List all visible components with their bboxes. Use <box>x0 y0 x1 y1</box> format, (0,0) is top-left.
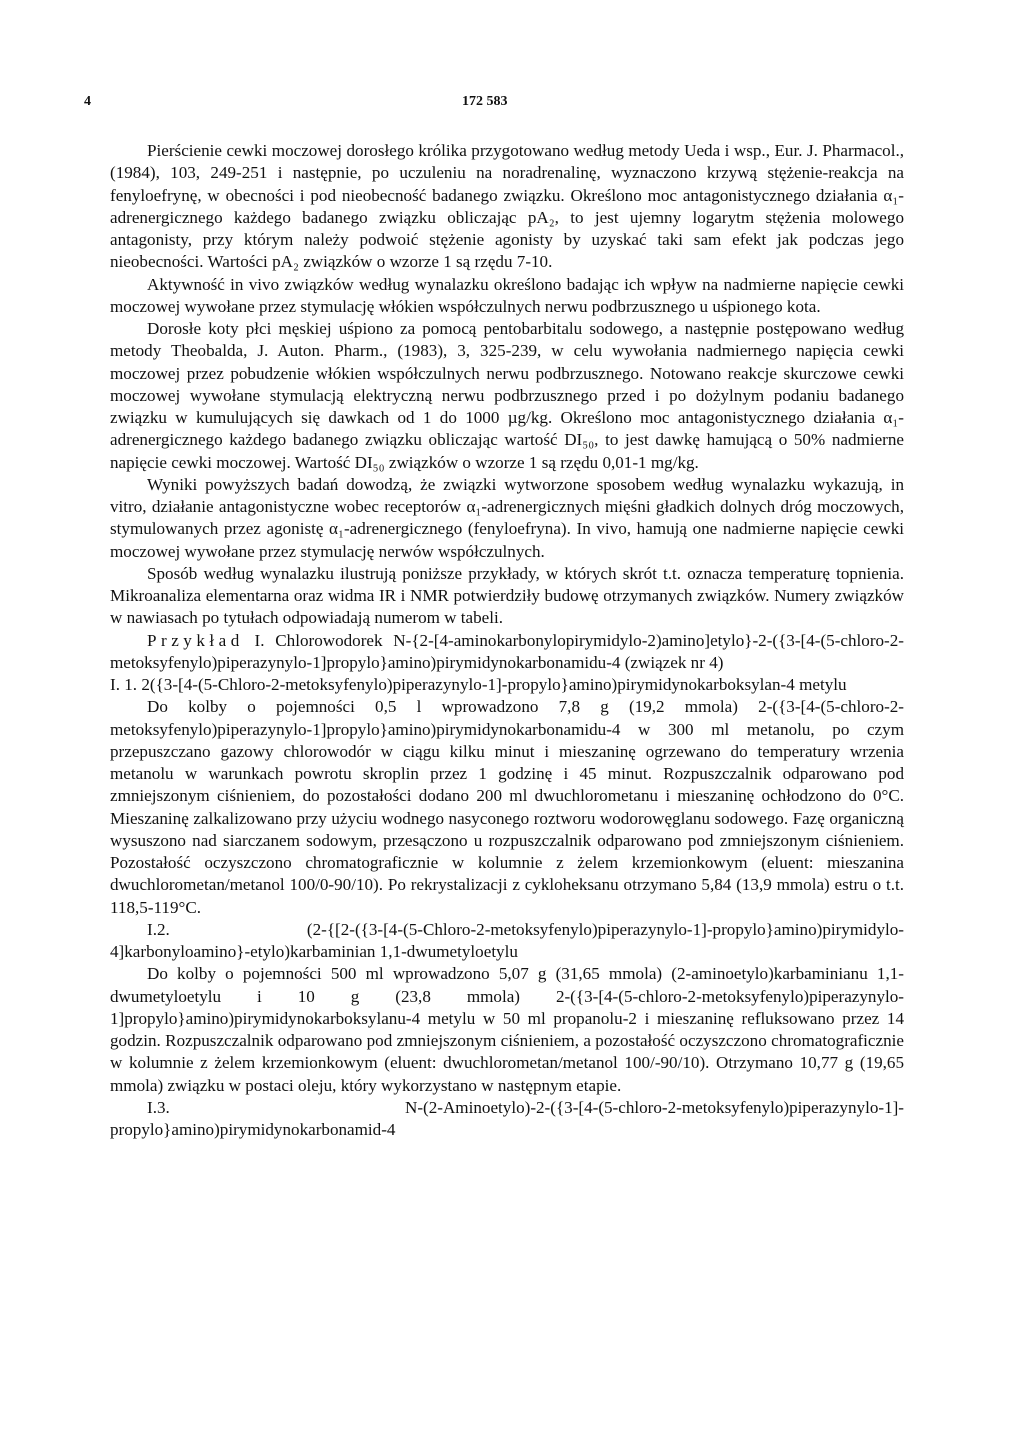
example-label: Przykład <box>147 630 244 650</box>
step-1-body: Do kolby o pojemności 0,5 l wprowadzono 7,8 g (19,2 mmola) 2-({3-[4-(5-chloro-2-metoksyfenylo)piperazynylo-1]propylo}amino)pirymidynokarbonamidu-4 w 300 ml metanolu, po czym przepuszczano gazowy chlorowodór w ciągu kilku minut i mieszaninę ogrzewano do temperatury wrzenia metanolu w warunkach powrotu skroplin przez 1 godzinę i 45 minut. Rozpuszczalnik odparowano pod zmniejszonym ciśnieniem, do pozostałości dodano 200 ml dwuchlorometanu i mieszaninę ochłodzono do 0°C. Mieszaninę zalkalizowano przy użyciu wodnego nasyconego roztworu wodorowęglanu sodowego. Fazę organiczną wysuszono nad siarczanem sodowym, przesączono u rozpuszczalnik odparowano pod zmniejszonym ciśnieniem. Pozostałość oczyszczono chromatograficznie w kolumnie z żelem krzemionkowym (eluent: mieszanina dwuchlorometan/metanol 100/0-90/10). Po rekrystalizacji z cykloheksanu otrzymano 5,84 (13,9 mmola) estru o t.t. 118,5-119°C. <box>110 697 904 917</box>
example-1-title: I. Chlorowodorek N-{2-[4-aminokarbonylopirymidylo-2)amino]etylo}-2-({3-[4-(5-chloro-2-metoksyfenylo)piperazynylo-1]propylo}amino)pirymidynokarbonamidu-4 (związek nr 4) <box>110 630 904 672</box>
page-body <box>110 140 904 1141</box>
page-number: 4 <box>84 94 91 109</box>
paragraph-in-vivo-activity: Aktywność in vivo związków według wynalazku określono badając ich wpływ na nadmierne napięcie cewki moczowej wywołane przez stymulację włókien współczulnych nerwu podbrzusznego u uśpionego kota. <box>110 274 904 316</box>
paragraph-results: Wyniki powyższych badań dowodzą, że związki wytworzone sposobem według wynalazku wykazują, in vitro, działanie antagonistyczne wobec receptorów α₁-adrenergicznych mięśni gładkich dolnych dróg moczowych, stymulowanych przez agonistę α₁-adrenergicznego (fenyloefryna). In vivo, hamują one nadmierne napięcie cewki moczowej wywołane przez stymulację nerwów współczulnych. <box>110 474 904 561</box>
step-1-heading: I. 1. 2({3-[4-(5-Chloro-2-metoksyfenylo)piperazynylo-1]-propylo}amino)pirymidynokarboksylan-4 metylu <box>110 675 847 694</box>
paragraph-urethra-rings: Pierścienie cewki moczowej dorosłego królika przygotowano według metody Ueda i wsp., Eur. J. Pharmacol., (1984), 103, 249-251 i następnie, po uczuleniu na noradrenalinę, wyznaczono krzywą stężenie-reakcja na fenyloefrynę, w obecności i pod nieobecność badanego związku. Określono moc antagonistycznego działania α₁-adrenergicznego każdego badanego związku obliczając pA₂, to jest ujemny logarytm stężenia molowego antagonisty, przy którym należy podwoić stężenie agonisty by uzyskać taki sam efekt jak podczas jego nieobecności. Wartości pA₂ związków o wzorze 1 są rzędu 7-10. <box>110 141 904 272</box>
paragraph-examples-intro: Sposób według wynalazku ilustrują poniższe przykłady, w których skrót t.t. oznacza temperaturę topnienia. Mikroanaliza elementarna oraz widma IR i NMR potwierdziły budowę otrzymanych związków. Numery związków w nawiasach po tytułach odpowiadają numerom w tabeli. <box>110 563 904 628</box>
patent-number: 172 583 <box>462 94 508 109</box>
step-2-heading: I.2. (2-{[2-({3-[4-(5-Chloro-2-metoksyfenylo)piperazynylo-1]-propylo}amino)pirymidylo-4]karbonyloamino}-etylo)karbaminian 1,1-dwumetyloetylu <box>110 919 904 961</box>
page-header <box>84 94 884 118</box>
paragraph-cat-method: Dorosłe koty płci męskiej uśpiono za pomocą pentobarbitalu sodowego, a następnie postępowano według metody Theobalda, J. Auton. Pharm., (1983), 3, 325-239, w celu wywołania nadmiernego napięcia cewki moczowej przez pobudzenie włókien współczulnych nerwu podbrzusznego. Notowano reakcje skurczowe cewki moczowej wywołane stymulacją elektryczną nerwu podbrzusznego przed i po dożylnym podaniu badanego związku w kumulujących się dawkach od 1 do 1000 µg/kg. Określono moc antagonistycznego działania α₁-adrenergicznego każdego badanego związku obliczając wartość DI₅₀, to jest dawkę hamującą o 50% nadmierne napięcie cewki moczowej. Wartość DI₅₀ związków o wzorze 1 są rzędu 0,01-1 mg/kg. <box>110 319 904 472</box>
step-3-heading: I.3. N-(2-Aminoetylo)-2-({3-[4-(5-chloro-2-metoksyfenylo)piperazynylo-1]-propylo}amino)pirymidynokarbonamid-4 <box>110 1097 904 1139</box>
step-2-body: Do kolby o pojemności 500 ml wprowadzono 5,07 g (31,65 mmola) (2-aminoetylo)karbaminianu 1,1-dwumetyloetylu i 10 g (23,8 mmola) 2-({3-[4-(5-chloro-2-metoksyfenylo)piperazynylo-1]propylo}amino)pirymidynokarboksylanu-4 metylu w 50 ml propanolu-2 i mieszaninę refluksowano przez 14 godzin. Rozpuszczalnik odparowano pod zmniejszonym ciśnieniem, a pozostałość oczyszczono chromatograficznie w kolumnie z żelem krzemionkowym (eluent: dwuchlorometan/metanol 100/-90/10). Otrzymano 10,77 g (19,65 mmola) związku w postaci oleju, który wykorzystano w następnym etapie. <box>110 964 904 1095</box>
example-1-heading <box>110 630 904 675</box>
